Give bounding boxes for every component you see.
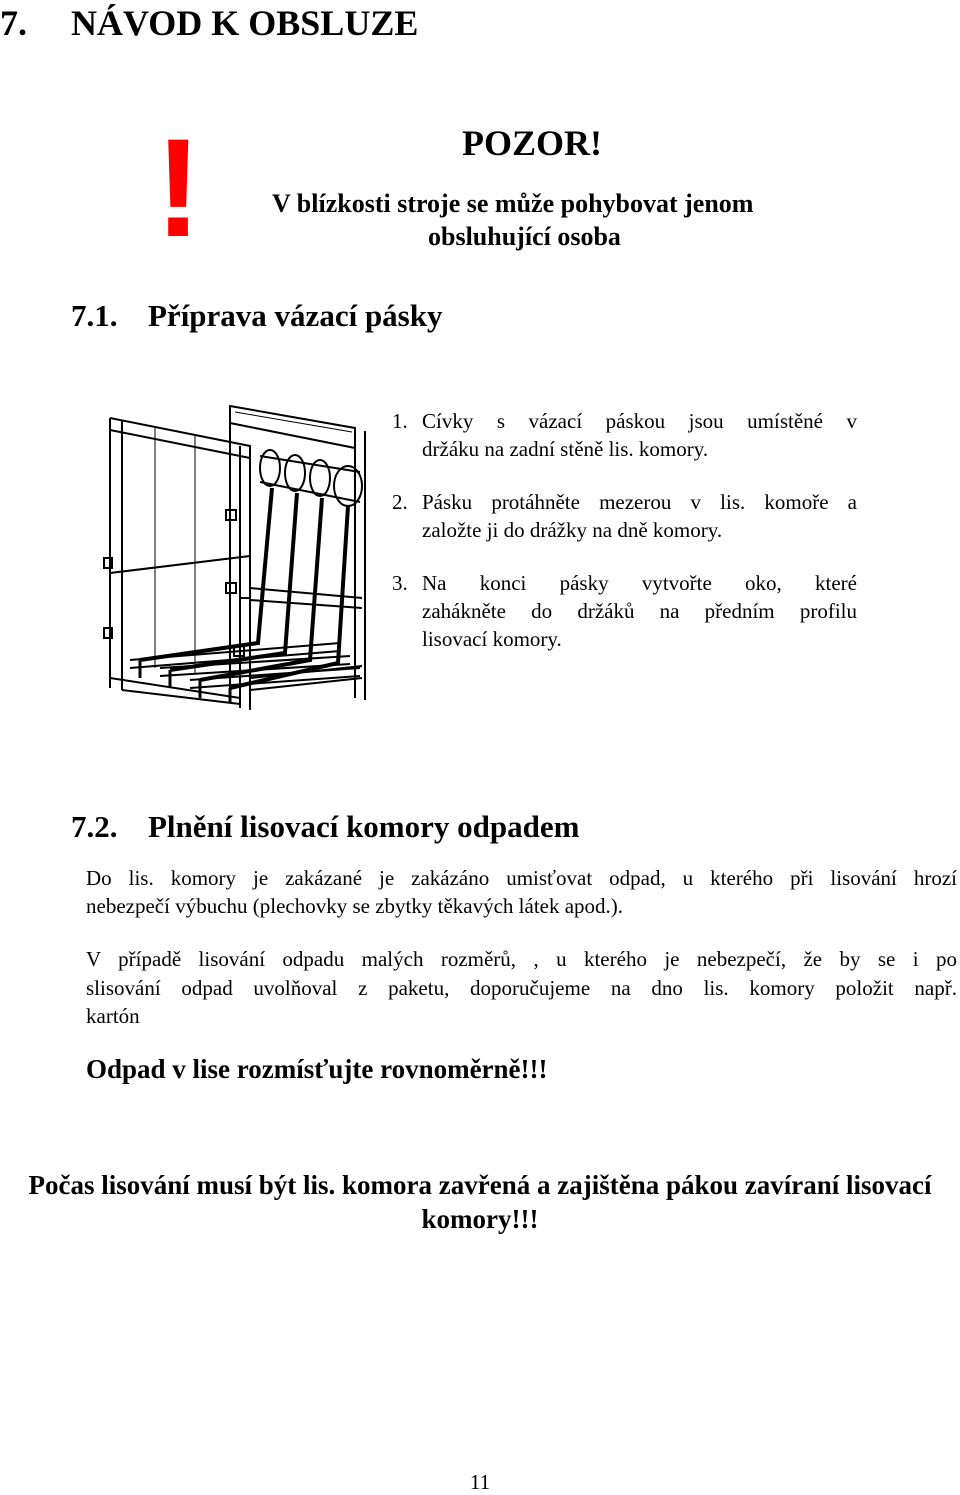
section-title: NÁVOD K OBSLUZE (71, 3, 419, 43)
step-1-line-2: držáku na zadní stěně lis. komory. (422, 437, 709, 461)
step-3-line-1: Na konci pásky vytvořte oko, které (422, 571, 857, 595)
notice-closed-chamber-line-2: komory!!! (421, 1204, 539, 1234)
step-1 (392, 407, 857, 463)
paragraph-2-line-1: V případě lisování odpadu malých rozměrů, , u kterého je nebezpečí, že by se i po (86, 947, 957, 971)
subsection-7-2-number: 7.2. (71, 809, 118, 844)
step-1-number: 1. (392, 409, 408, 433)
warning-exclamation-icon: ! (155, 109, 202, 266)
step-3-number: 3. (392, 571, 408, 595)
step-1-line-1: Cívky s vázací páskou jsou umístěné v (422, 409, 857, 433)
step-2 (392, 488, 857, 544)
warning-title: POZOR! (462, 123, 602, 163)
step-3 (392, 569, 857, 653)
step-2-line-1: Pásku protáhněte mezerou v lis. komoře a (422, 490, 857, 514)
step-3-line-3: lisovací komory. (422, 627, 562, 651)
notice-even-distribution: Odpad v lise rozmísťujte rovnoměrně!!! (86, 1054, 548, 1084)
baler-chamber-drawing (100, 398, 380, 718)
subsection-7-1-title: Příprava vázací pásky (148, 298, 443, 333)
subsection-7-2-title: Plnění lisovací komory odpadem (148, 809, 580, 844)
page-number: 11 (469, 1470, 491, 1494)
warning-line-2: obsluhující osoba (428, 222, 621, 251)
paragraph-2-line-2: slisování odpad uvolňoval z paketu, doporučujeme na dno lis. komory položit např. (86, 976, 957, 1000)
warning-line-1: V blízkosti stroje se může pohybovat jenom (272, 189, 754, 218)
step-2-number: 2. (392, 490, 408, 514)
notice-closed-chamber-line-1: Počas lisování musí být lis. komora zavřená a zajištěna pákou zavíraní lisovací (28, 1170, 932, 1200)
paragraph-1-line-1: Do lis. komory je zakázané je zakázáno umisťovat odpad, u kterého při lisování hrozí (86, 866, 957, 890)
section-number: 7. (0, 3, 27, 43)
step-2-line-2: založte ji do drážky na dně komory. (422, 518, 723, 542)
paragraph-1-line-2: nebezpečí výbuchu (plechovky se zbytky těkavých látek apod.). (86, 894, 624, 918)
subsection-7-1-number: 7.1. (71, 298, 118, 333)
step-3-line-2: zahákněte do držáků na předním profilu (422, 599, 857, 623)
paragraph-2-line-3: kartón (86, 1004, 140, 1028)
